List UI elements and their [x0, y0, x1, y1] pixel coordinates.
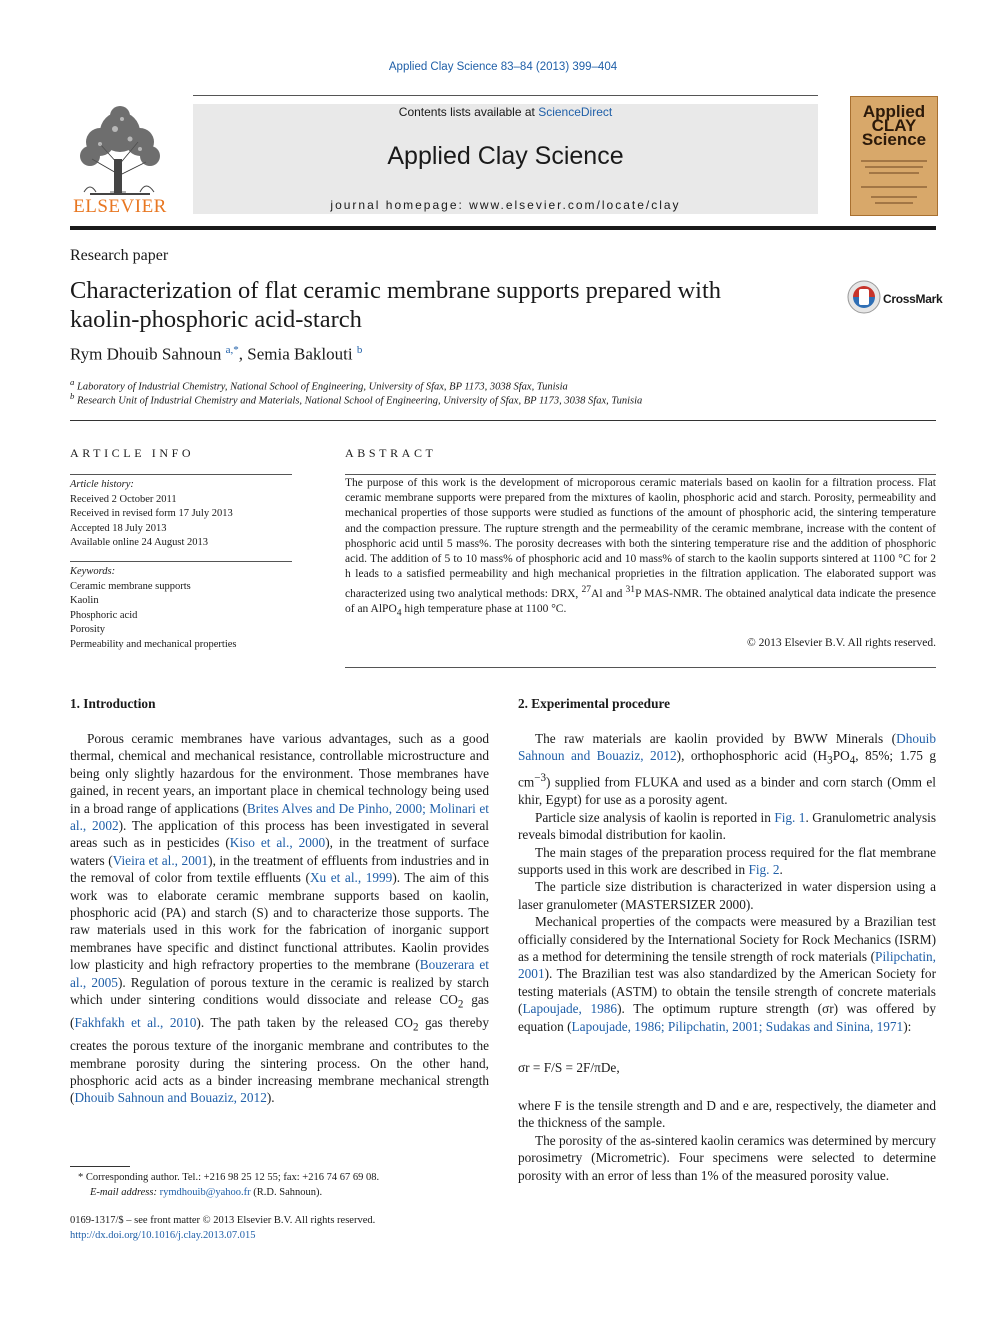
introduction-body [70, 730, 489, 1107]
citation-link[interactable]: Pilipchatin, 2001 [518, 948, 936, 982]
history-online: Available online 24 August 2013 [70, 537, 209, 548]
history-label: Article history: [70, 479, 134, 490]
sciencedirect-link[interactable]: ScienceDirect [538, 105, 613, 119]
keyword: Ceramic membrane supports [70, 580, 191, 592]
keywords [70, 565, 292, 652]
author-2-affiliation-mark[interactable]: b [356, 344, 363, 356]
citation-link[interactable]: Lapoujade, 1986 [522, 1001, 618, 1017]
journal-citation[interactable]: Applied Clay Science 83–84 (2013) 399–404 [388, 61, 618, 73]
header-thick-rule [70, 226, 936, 230]
history-revised: Received in revised form 17 July 2013 [70, 508, 233, 519]
paragraph: Mechanical properties of the compacts were measured by a Brazilian test officially considered by the International Society for Rock Mechanics (ISRM) as a method for determining the tensile strength of rock materials (Pilipchatin, 2001). The Brazilian test was also standardized by the American Society for testing materials (ASTM) to obtain the tensile strength of concrete materials (Lapoujade, 1986). The optimum rupture strength (σr) was offered by equation (Lapoujade, 1986; Pilipchatin, 2001; Sudakas and Sinina, 1971): [518, 914, 937, 1034]
citation-link[interactable]: Lapoujade, 1986; Pilipchatin, 2001; Sudakas and Sinina, 1971 [571, 1018, 904, 1034]
section-heading-introduction: 1. Introduction [70, 696, 156, 711]
section-heading-experimental: 2. Experimental procedure [518, 696, 671, 711]
keyword: Kaolin [70, 595, 99, 606]
footnote-mark: * [78, 1172, 84, 1183]
author-separator: , [238, 344, 248, 364]
contents-line [193, 105, 818, 119]
author-2[interactable]: Semia Baklouti [247, 344, 353, 364]
cover-text-lines [861, 157, 927, 207]
section-divider [70, 420, 936, 421]
affiliation-b: $^b$ Research Unit of Industrial Chemistry and Materials, National School of Engineering, University of Sfax, BP 1173, 3038 Sfax, Tunisia [70, 391, 643, 407]
author-1-affiliation-mark[interactable]: a,* [225, 344, 239, 356]
equation-rupture-strength: σr = F/S = 2F/πDe, [518, 1060, 620, 1075]
abstract-end-divider [345, 667, 936, 668]
article-history [70, 478, 292, 551]
abstract-body: The purpose of this work is the development of microporous ceramic materials based on kaolin for a filtration process. Flat ceramic membrane supports were prepared from the mixtures of kaolin, phosphoric acid and starch. Porosity, permeability and mechanical properties of those supports were studied as functions of the amount of phosphoric acid, the sintering temperature and the compaction pressure. The rupture strength and the permeability of the ceramic membrane, increase with the content of phosphoric acid until 5 mass%. The porosity decreases with both the sintering temperature rise and the addition of phosphoric acid. The addition of 5 to 10 mass% of phosphoric acid and 10 mass% of starch to the kaolin supports sintered at 1100 °C for 2 h leads to a satisfied permeability and high mechanical proprieties in the filtration application. The elaborated support was characterized using two analytical methods: DRX, $^{27}$Al and $^{31}$P MAS-NMR. The obtained analytical data indicate the presence of an AlPO$_4$ high temperature phase at 1100 °C. [345, 477, 937, 619]
keyword: Permeability and mechanical properties [70, 638, 237, 650]
article-title [70, 276, 820, 334]
corresponding-author-footnote [78, 1171, 478, 1200]
crossmark-icon[interactable] [847, 280, 881, 314]
citation-link[interactable]: Vieira et al., 2001 [112, 852, 209, 868]
keyword: Porosity [70, 624, 106, 635]
header-divider [193, 95, 818, 96]
experimental-body [518, 730, 936, 1035]
citation-link[interactable]: Xu et al., 1999 [309, 870, 393, 886]
journal-homepage-link[interactable]: journal homepage: www.elsevier.com/locate/clay [330, 198, 681, 212]
experimental-body-continued [518, 1097, 936, 1184]
info-divider [70, 561, 292, 562]
keyword: Phosphoric acid [70, 609, 138, 621]
corresponding-contact: Corresponding author. Tel.: +216 98 25 12 55; fax: +216 74 67 69 08. [83, 1172, 380, 1183]
email-link[interactable]: rymdhouib@yahoo.fr [159, 1186, 251, 1198]
keywords-label: Keywords: [70, 566, 116, 577]
issn-line: 0169-1317/$ – see front matter © 2013 Elsevier B.V. All rights reserved. [70, 1215, 376, 1226]
paragraph: Particle size analysis of kaolin is reported in Fig. 1. Granulometric analysis reveals bimodal distribution for kaolin. [518, 809, 936, 843]
email-label: E-mail address: [90, 1186, 160, 1198]
paragraph: The particle size distribution is characterized in water dispersion using a laser granulometer (MASTERSIZER 2000). [518, 879, 936, 912]
history-received: Received 2 October 2011 [70, 493, 177, 505]
doi-link[interactable]: http://dx.doi.org/10.1016/j.clay.2013.07.015 [70, 1230, 256, 1241]
paragraph: The raw materials are kaolin provided by BWW Minerals (Dhouib Sahnoun and Bouaziz, 2012), orthophosphoric acid ($H_3PO_4$, 85%; 1.75 g $cm^{-3}$) supplied from FLUKA and used as a binder and corn starch (Omm el khir, Egypt) for use as a porosity agent. [518, 731, 936, 808]
journal-title: Applied Clay Science [387, 142, 624, 170]
figure-link[interactable]: Fig. 2 [748, 861, 780, 877]
citation-link[interactable]: Brites Alves and De Pinho, 2000; Molinari et al., 2002 [70, 800, 489, 834]
title-line-2: kaolin-phosphoric acid-starch [70, 306, 362, 333]
citation-link[interactable]: Dhouib Sahnoun and Bouaziz, 2012 [74, 1090, 267, 1106]
cover-title: Applied CLAY Science [861, 102, 927, 149]
history-accepted: Accepted 18 July 2013 [70, 522, 167, 534]
paragraph: The main stages of the preparation process required for the flat membrane supports used in this work are described in Fig. 2. [518, 844, 936, 877]
email-suffix: (R.D. Sahnoun). [250, 1186, 323, 1198]
contents-prefix: Contents lists available at [398, 105, 539, 119]
paragraph: where F is the tensile strength and D and e are, respectively, the diameter and the thickness of the sample. [518, 1098, 936, 1131]
citation-link[interactable]: Kiso et al., 2000 [229, 835, 326, 851]
abstract-copyright: © 2013 Elsevier B.V. All rights reserved. [747, 637, 936, 649]
article-type: Research paper [70, 247, 169, 264]
figure-link[interactable]: Fig. 1 [774, 809, 806, 825]
journal-cover-thumbnail[interactable] [850, 96, 938, 216]
citation-link[interactable]: Dhouib Sahnoun and Bouaziz, 2012 [518, 731, 936, 764]
footnote-divider [70, 1166, 130, 1167]
elsevier-wordmark: ELSEVIER [73, 196, 167, 217]
paragraph: The porosity of the as-sintered kaolin ceramics was determined by mercury porosimetry (Micrometric). Four specimens were selected to determine porosity with an error of less than 1% of the measured porosity value. [518, 1132, 936, 1183]
abstract-heading: ABSTRACT [345, 446, 437, 460]
citation-link[interactable]: Bouzerara et al., 2005 [70, 957, 489, 990]
affiliation-a: $^a$ Laboratory of Industrial Chemistry, National School of Engineering, University of Sfax, BP 1173, 3038 Sfax, Tunisia [70, 377, 568, 393]
paragraph: Porous ceramic membranes have various advantages, such as a good thermal, chemical and mechanical resistance, controllable microstructure and being only slightly hazardous for the environment. Those membranes have gained, in recent years, an important place in chemical technology being used in a broad range of applications (Brites Alves and De Pinho, 2000; Molinari et al., 2002). The application of this process has been investigated in several areas such as in pesticides (Kiso et al., 2000), in the treatment of surface waters (Vieira et al., 2001), in the treatment of effluents from industries and in the removal of color from textile effluents (Xu et al., 1999). The aim of this work was to elaborate ceramic membrane supports based on kaolin, phosphoric acid (PA) and starch (S) and to characterize those supports. The raw materials used in this work for the fabrication of inorganic support membranes have specific and distinct functional attributes. Kaolin provides low plasticity and high refractory properties to the membrane (Bouzerara et al., 2005). Regulation of porous texture in the ceramic is realized by starch which under sintering conditions would dissociate and release $CO_2$ gas (Fakhfakh et al., 2010). The path taken by the released $CO_2$ gas thereby creates the porous texture of the inorganic membrane and contributes to the membrane porosity during the sintering process. On the other hand, phosphoric acid acts as a binder increasing membrane mechanical strength (Dhouib Sahnoun and Bouaziz, 2012). [70, 731, 489, 1106]
author-1[interactable]: Rym Dhouib Sahnoun [70, 344, 222, 364]
citation-link[interactable]: Fakhfakh et al., 2010 [74, 1015, 197, 1031]
author-list [70, 344, 362, 365]
abstract-divider [345, 474, 936, 475]
article-info-heading: ARTICLE INFO [70, 446, 195, 460]
crossmark-label[interactable]: CrossMark [883, 292, 943, 306]
info-divider [70, 474, 292, 475]
title-line-1: Characterization of flat ceramic membrane supports prepared with [70, 277, 722, 304]
front-matter [70, 1213, 375, 1243]
